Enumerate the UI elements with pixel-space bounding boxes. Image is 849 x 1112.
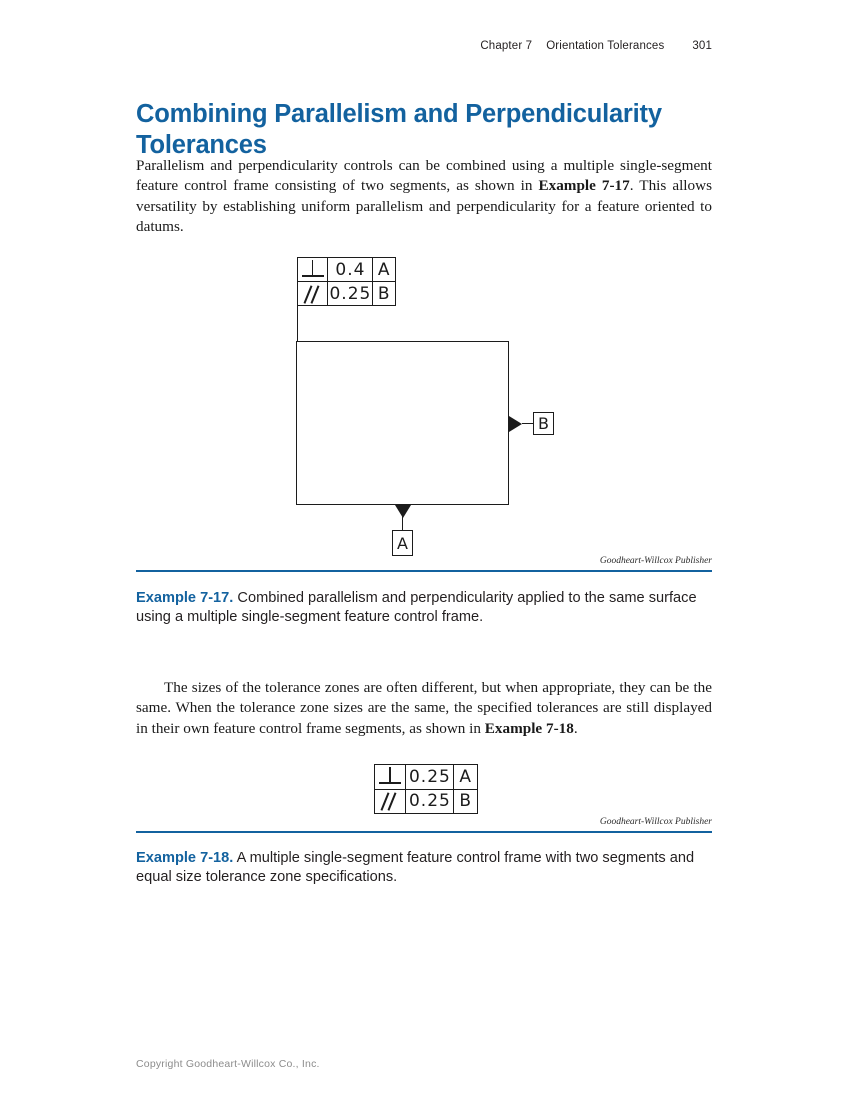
figure-1-credit: Goodheart-Willcox Publisher	[599, 556, 712, 566]
paragraph-2-example-ref: Example 7-18	[484, 719, 574, 737]
parallelism-icon	[302, 283, 324, 305]
body-paragraph-1	[136, 156, 712, 237]
figure-1-caption-label: Example 7-17.	[136, 589, 234, 606]
figure-2-credit: Goodheart-Willcox Publisher	[599, 817, 712, 827]
fcf-1-row-2-datum: B	[372, 282, 395, 305]
fcf-2-row-2-tolerance: 0.25	[405, 790, 453, 814]
paragraph-1-part-a: Parallelism and perpendicularity controls can be combined using a multiple single-segment feature control frame consisting of two segments, as shown in	[136, 157, 712, 195]
fcf-2-row-2	[375, 789, 477, 814]
fcf-2-row-2-datum: B	[453, 790, 477, 814]
figure-2-caption-label: Example 7-18.	[136, 849, 234, 866]
running-head-title: Orientation Tolerances	[546, 40, 665, 52]
datum-b-leader-line	[522, 423, 533, 424]
fcf-1-row-2	[298, 281, 395, 305]
parallelism-symbol	[298, 282, 327, 305]
paragraph-2-part-a: The sizes of the tolerance zones are often different, but when appropriate, they can be the same. When the tolerance zone sizes are the same, the specified tolerances are still displayed in their own feature control frame segments, as shown in	[136, 679, 712, 737]
fcf-1-row-2-tolerance: 0.25	[327, 282, 372, 305]
perpendicularity-symbol	[298, 258, 327, 281]
datum-b-triangle-icon	[509, 416, 522, 432]
datum-a-label: A	[397, 533, 408, 553]
datum-feature-symbol-b	[533, 412, 554, 435]
datum-a-leader-line	[402, 516, 403, 531]
fcf-2-row-1-tolerance: 0.25	[405, 765, 453, 789]
fcf-1-row-1-tolerance: 0.4	[327, 258, 372, 281]
part-outline-rectangle	[296, 341, 509, 505]
running-head-chapter: Chapter 7	[480, 40, 533, 52]
fcf-leader-line	[297, 306, 298, 342]
footer-copyright: Copyright Goodheart-Willcox Co., Inc.	[136, 1058, 320, 1070]
fcf-1-row-1-datum: A	[372, 258, 395, 281]
running-head	[136, 40, 712, 52]
figure-2-caption	[136, 849, 716, 888]
perpendicularity-icon	[379, 766, 401, 788]
paragraph-1-part-b: . This allows versatility by establishing uniform parallelism and perpendicularity for a feature oriented to datums.	[136, 177, 712, 235]
perpendicularity-icon	[302, 259, 324, 281]
fcf-1-row-1	[298, 258, 395, 281]
paragraph-2-part-b: .	[573, 719, 578, 737]
section-heading: Combining Parallelism and Perpendicularity Tolerances	[136, 100, 662, 160]
body-paragraph-2	[136, 678, 712, 739]
figure-2-caption-text: A multiple single-segment feature control frame with two segments and equal size tolerance zone specifications.	[136, 849, 695, 886]
datum-b-label: B	[538, 414, 549, 433]
fcf-2-row-1-datum: A	[453, 765, 477, 789]
parallelism-symbol	[375, 790, 405, 814]
parallelism-icon	[379, 790, 401, 812]
perpendicularity-symbol	[375, 765, 405, 789]
paragraph-1-example-ref: Example 7-17	[538, 177, 630, 195]
figure-1-caption-text: Combined parallelism and perpendicularity applied to the same surface using a multiple single-segment feature control frame.	[136, 589, 697, 626]
datum-feature-symbol-a	[392, 530, 413, 556]
fcf-2-row-1	[375, 765, 477, 789]
feature-control-frame-1	[297, 257, 396, 306]
figure-2-caption-rule	[136, 831, 712, 833]
feature-control-frame-2	[374, 764, 478, 814]
figure-1-caption	[136, 589, 716, 628]
datum-a-triangle-icon	[395, 505, 411, 518]
page-number: 301	[692, 40, 712, 52]
figure-1-caption-rule	[136, 570, 712, 572]
